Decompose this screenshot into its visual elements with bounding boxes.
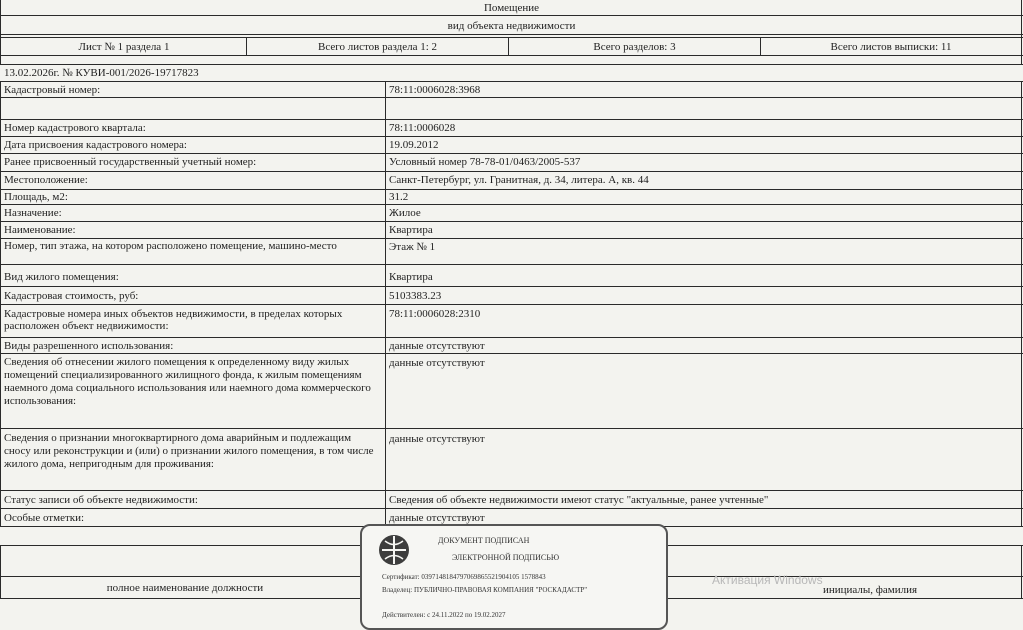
table-rule xyxy=(0,508,1023,509)
stamp-line: ЭЛЕКТРОННОЙ ПОДПИСЬЮ xyxy=(452,553,560,562)
table-rule xyxy=(0,428,1023,429)
row-label: Сведения об отнесении жилого помещения к определенному виду жилых помещений специализированного жилищного фонда, к жилым помещениям наемного дома социального использования или наемного дома коммерческого использования: xyxy=(4,356,371,407)
position-caption: полное наименование должности xyxy=(106,582,264,594)
table-rule xyxy=(0,353,1023,354)
row-label: Кадастровая стоимость, руб: xyxy=(4,290,139,302)
table-column-divider xyxy=(385,81,386,526)
table-rule xyxy=(0,204,1023,205)
table-rule xyxy=(0,153,1023,154)
stamp-certificate: Сертификат: 0397148184797069865521904105 1578843 xyxy=(382,573,546,581)
table-rule xyxy=(0,337,1023,338)
header-rule xyxy=(0,34,1023,35)
document-title: Помещение xyxy=(483,2,540,14)
table-border-left xyxy=(0,81,1,526)
table-rule xyxy=(0,286,1023,287)
row-label: Дата присвоения кадастрового номера: xyxy=(4,139,187,151)
header-rule xyxy=(0,37,1023,38)
row-value: данные отсутствуют xyxy=(389,512,485,524)
row-value: 78:11:0006028:2310 xyxy=(389,308,481,320)
sheets-in-section: Всего листов раздела 1: 2 xyxy=(317,41,438,53)
date-and-number: 13.02.2026г. № КУВИ-001/2026-19717823 xyxy=(4,67,199,79)
row-value: 19.09.2012 xyxy=(389,139,439,151)
footer-border-left xyxy=(0,545,1,598)
table-border-right xyxy=(1021,81,1022,526)
row-value: данные отсутствуют xyxy=(389,340,485,352)
table-rule xyxy=(0,490,1023,491)
row-value: 5103383.23 xyxy=(389,290,442,302)
row-label: Кадастровый номер: xyxy=(4,84,101,96)
row-value: Квартира xyxy=(389,224,433,236)
row-value: 31.2 xyxy=(389,191,409,203)
table-rule xyxy=(0,136,1023,137)
table-rule xyxy=(0,264,1023,265)
row-label: Статус записи об объекте недвижимости: xyxy=(4,494,198,506)
electronic-signature-stamp xyxy=(360,524,668,630)
table-rule xyxy=(0,171,1023,172)
stamp-line: ДОКУМЕНТ ПОДПИСАН xyxy=(438,536,530,545)
row-label: Номер, тип этажа, на котором расположено помещение, машино-место xyxy=(4,240,337,252)
row-label: Наименование: xyxy=(4,224,76,236)
header-rule xyxy=(0,64,1023,65)
row-value: 78:11:0006028 xyxy=(389,122,456,134)
header-rule xyxy=(0,15,1023,16)
sheets-total: Всего листов выписки: 11 xyxy=(830,41,952,53)
sheet-number: Лист № 1 раздела 1 xyxy=(78,41,170,53)
row-label: Местоположение: xyxy=(4,174,88,186)
row-label: Вид жилого помещения: xyxy=(4,271,119,283)
row-value: Жилое xyxy=(389,207,421,219)
sections-total: Всего разделов: 3 xyxy=(593,41,676,53)
stamp-validity: Действителен: с 24.11.2022 по 19.02.2027 xyxy=(382,611,506,619)
row-value: 78:11:0006028:3968 xyxy=(389,84,481,96)
row-label: Назначение: xyxy=(4,207,62,219)
table-rule xyxy=(0,189,1023,190)
table-rule xyxy=(0,81,1023,82)
stamp-owner: Владелец: ПУБЛИЧНО-ПРАВОВАЯ КОМПАНИЯ "РОСКАДАСТР" xyxy=(382,586,588,594)
row-value: данные отсутствуют xyxy=(389,433,485,445)
footer-border-right xyxy=(1021,545,1022,598)
table-rule xyxy=(0,304,1023,305)
row-value: Условный номер 78-78-01/0463/2005-537 xyxy=(389,156,581,168)
table-rule xyxy=(0,221,1023,222)
header-rule xyxy=(0,55,1023,56)
row-value: Санкт-Петербург, ул. Гранитная, д. 34, литера. А, кв. 44 xyxy=(389,174,649,186)
windows-activation-watermark: Активация Windows xyxy=(712,573,823,587)
row-label: Кадастровые номера иных объектов недвижимости, в пределах которых расположен объект недвижимости: xyxy=(4,308,343,332)
table-rule xyxy=(0,119,1023,120)
row-label: Сведения о признании многоквартирного дома аварийным и подлежащим сносу или реконструкции и (или) о признании жилого помещения, в том числе жилого дома, непригодным для проживания: xyxy=(4,432,374,470)
row-label: Особые отметки: xyxy=(4,512,85,524)
name-caption: инициалы, фамилия xyxy=(822,584,918,596)
table-rule xyxy=(0,238,1023,239)
row-label: Виды разрешенного использования: xyxy=(4,340,174,352)
row-value: Этаж № 1 xyxy=(389,241,436,253)
table-rule xyxy=(0,97,1023,98)
document-subtitle: вид объекта недвижимости xyxy=(447,20,576,32)
row-value: Сведения об объекте недвижимости имеют статус "актуальные, ранее учтенные" xyxy=(389,494,769,506)
row-value: Квартира xyxy=(389,271,433,283)
row-label: Ранее присвоенный государственный учетный номер: xyxy=(4,156,257,168)
row-label: Площадь, м2: xyxy=(4,191,68,203)
emblem-icon xyxy=(376,532,412,568)
row-value: данные отсутствуют xyxy=(389,357,485,369)
row-label: Номер кадастрового квартала: xyxy=(4,122,146,134)
